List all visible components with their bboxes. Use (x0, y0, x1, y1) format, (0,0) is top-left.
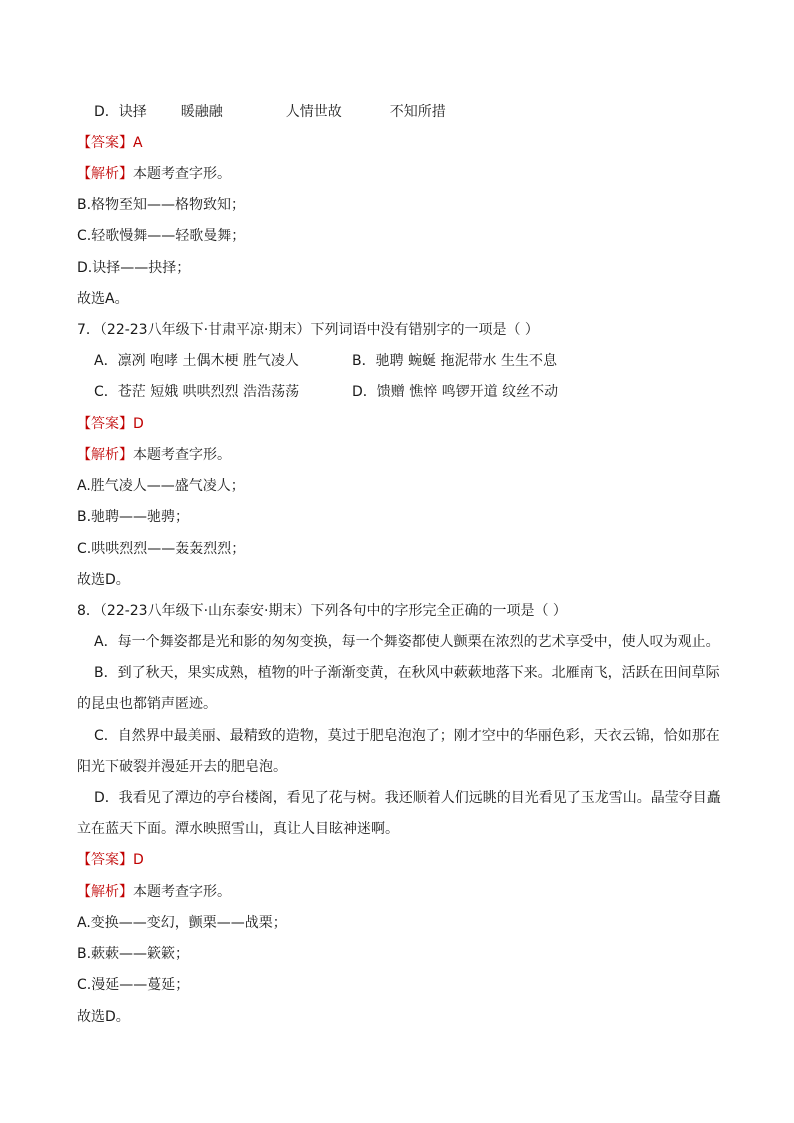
option-line: 立在蓝天下面。潭水映照雪山，真让人目眩神迷啊。 (77, 821, 399, 837)
option-label: D． (94, 104, 119, 120)
option-line: B．到了秋天，果实成熟，植物的叶子渐渐变黄，在秋风中蔌蔌地落下来。北雁南飞，活跃在田间草际 (94, 665, 720, 681)
answer-tag: 【答案】 (77, 416, 133, 432)
option-line: D．我看见了潭边的亭台楼阁，看见了花与树。我还顺着人们远眺的目光看见了玉龙雪山。晶莹夺目矗 (94, 790, 721, 806)
analysis-tag: 【解析】 (77, 884, 133, 900)
analysis-text: 本题考查字形。 (133, 447, 231, 463)
conclusion: 故选D。 (77, 1009, 130, 1025)
option-row (94, 382, 558, 402)
option-word: 人情世故 (285, 104, 342, 120)
analysis-line (77, 164, 231, 184)
analysis-item: D.诀择——抉择； (77, 260, 191, 276)
analysis-line (77, 882, 231, 902)
option-word: 不知所措 (389, 104, 446, 120)
question-stem: 8．（22-23八年级下·山东泰安·期末）下列各句中的字形完全正确的一项是（ ） (77, 603, 567, 619)
question-stem: 7．（22-23八年级下·甘肃平凉·期末）下列词语中没有错别字的一项是（ ） (77, 322, 539, 338)
answer-line (77, 133, 143, 153)
option-d: D．馈赠 憔悴 鸣锣开道 纹丝不动 (352, 384, 559, 400)
option-line: 的昆虫也都销声匿迹。 (77, 696, 217, 712)
analysis-item: C.漫延——蔓延； (77, 977, 190, 993)
analysis-item: B.蔌蔌——簌簌； (77, 946, 190, 962)
analysis-item: A.胜气凌人——盛气凌人； (77, 478, 245, 494)
option-line: A．每一个舞姿都是光和影的匆匆变换，每一个舞姿都使人颤栗在浓烈的艺术享受中，使人叹为观止。 (94, 634, 720, 650)
analysis-tag: 【解析】 (77, 447, 133, 463)
analysis-item: C.轻歌慢舞——轻歌曼舞； (77, 228, 246, 244)
analysis-item: A.变换——变幻，颤栗——战栗； (77, 915, 287, 931)
conclusion: 故选A。 (77, 291, 129, 307)
option-line: 阳光下破裂并漫延开去的肥皂泡。 (77, 759, 287, 775)
answer-line (77, 850, 144, 870)
analysis-item: B.驰聘——驰骋； (77, 509, 190, 525)
analysis-item: B.格物至知——格物致知； (77, 197, 246, 213)
option-a: A．凛冽 咆哮 土偶木梗 胜气凌人 (94, 353, 299, 369)
answer-value: D (133, 416, 144, 432)
analysis-item: C.哄哄烈烈——轰轰烈烈； (77, 541, 246, 557)
option-b: B．驰聘 蜿蜒 拖泥带水 生生不息 (352, 353, 557, 369)
option-c: C．苍茫 短娥 哄哄烈烈 浩浩荡荡 (94, 384, 300, 400)
option-word: 暖融融 (180, 104, 223, 120)
answer-value: A (133, 135, 143, 151)
answer-tag: 【答案】 (77, 852, 133, 868)
option-row (94, 351, 557, 371)
option-word: 诀择 (118, 104, 147, 120)
answer-line (77, 414, 144, 434)
option-line: C．自然界中最美丽、最精致的造物，莫过于肥皂泡泡了；刚才空中的华丽色彩，天衣云锦，恰如那在 (94, 728, 720, 744)
answer-tag: 【答案】 (77, 135, 133, 151)
analysis-text: 本题考查字形。 (133, 166, 231, 182)
analysis-tag: 【解析】 (77, 166, 133, 182)
analysis-text: 本题考查字形。 (133, 884, 231, 900)
analysis-line (77, 445, 231, 465)
answer-value: D (133, 852, 144, 868)
conclusion: 故选D。 (77, 572, 130, 588)
q6-option-d (94, 102, 446, 122)
